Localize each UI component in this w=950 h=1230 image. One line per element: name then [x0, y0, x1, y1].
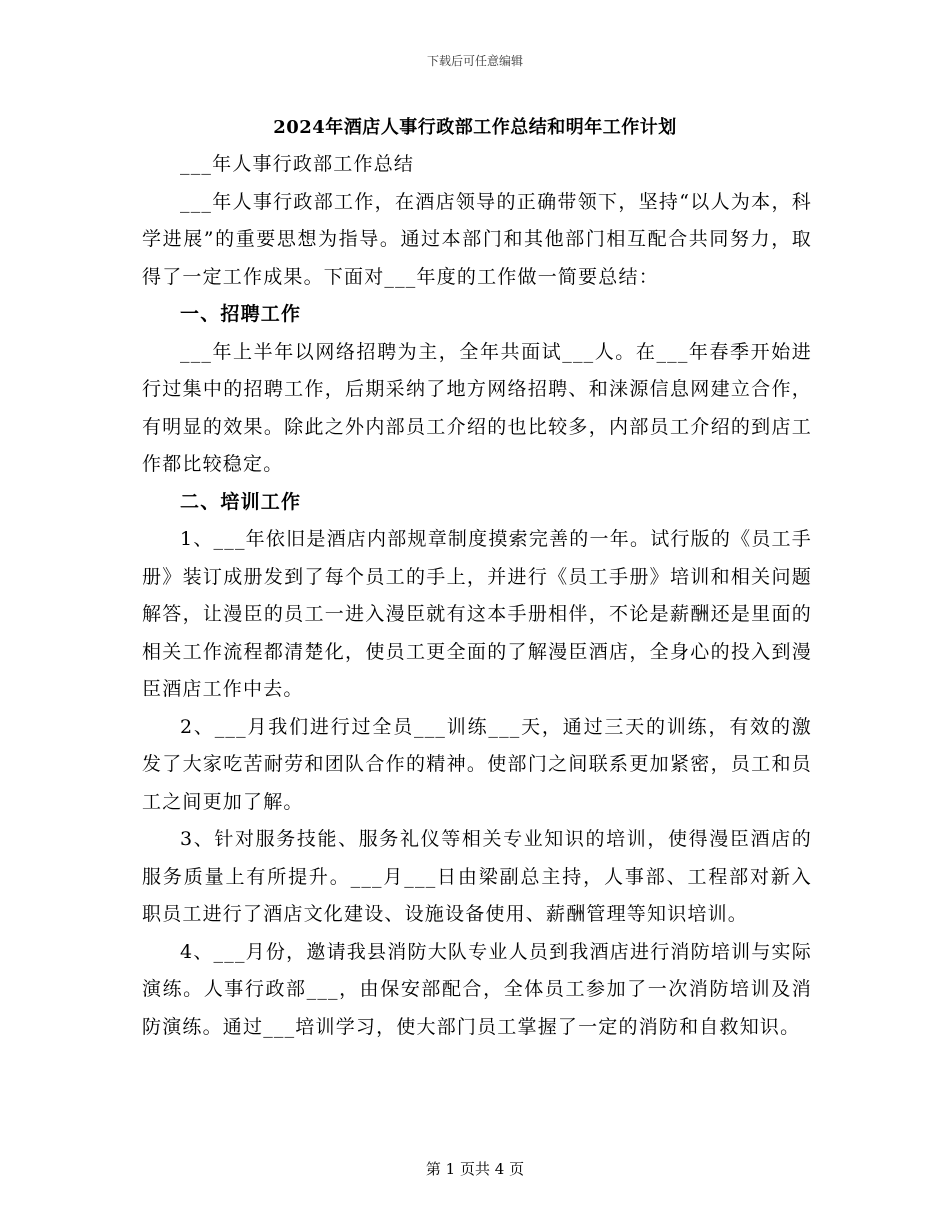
heading-training: 二、培训工作	[180, 490, 302, 513]
document-title: 2024年酒店人事行政部工作总结和明年工作计划	[273, 117, 677, 138]
page-number-footer: 第 1 页共 4 页	[425, 1160, 525, 1178]
heading-recruitment: 一、招聘工作	[180, 303, 302, 325]
training-item-4: 4、___月份，邀请我县消防大队专业人员到我酒店进行消防培训与实际演练。人事行政部___，由保安部配合，全体员工参加了一次消防培训及消防演练。通过___培训学习，使大部门员工掌握了一定的消防和自救知识。	[142, 940, 812, 1038]
training-item-3: 3、针对服务技能、服务礼仪等相关专业知识的培训，使得漫臣酒店的服务质量上有所提升。___月___日由梁副总主持，人事部、工程部对新入职员工进行了酒店文化建设、设施设备使用、薪酬管理等知识培训。	[142, 828, 812, 925]
intro-paragraph: ___年人事行政部工作，在酒店领导的正确带领下，坚持“以人为本，科学进展”的重要思想为指导。通过本部门和其他部门相互配合共同努力，取得了一定工作成果。下面对___年度的工作做一简要总结：	[142, 190, 812, 288]
document-body	[142, 146, 812, 1046]
section-subtitle: ___年人事行政部工作总结	[180, 153, 415, 175]
recruitment-paragraph: ___年上半年以网络招聘为主，全年共面试___人。在___年春季开始进行过集中的招聘工作，后期采纳了地方网络招聘、和涞源信息网建立合作，有明显的效果。除此之外内部员工介绍的也比较多，内部员工介绍的到店工作都比较稳定。	[142, 340, 812, 475]
header-note: 下载后可任意编辑	[426, 54, 523, 68]
training-item-1: 1、___年依旧是酒店内部规章制度摸索完善的一年。试行版的《员工手册》装订成册发到了每个员工的手上，并进行《员工手册》培训和相关问题解答，让漫臣的员工一进入漫臣就有这本手册相伴，不论是薪酬还是里面的相关工作流程都清楚化，使员工更全面的了解漫臣酒店，全身心的投入到漫臣酒店工作中去。	[142, 528, 812, 700]
training-item-2: 2、___月我们进行过全员___训练___天，通过三天的训练，有效的激发了大家吃苦耐劳和团队合作的精神。使部门之间联系更加紧密，员工和员工之间更加了解。	[142, 715, 812, 813]
